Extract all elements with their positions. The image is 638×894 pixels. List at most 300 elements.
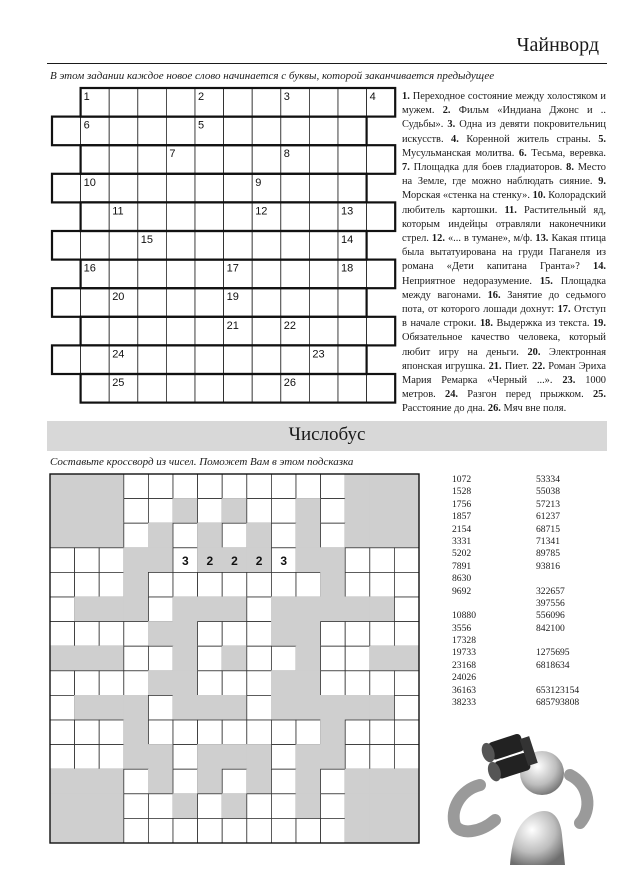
numberbus-block (75, 523, 100, 548)
chainword-cell-number: 10 (83, 176, 96, 189)
numberbus-cell[interactable] (271, 523, 296, 548)
numberbus-cell[interactable] (173, 474, 198, 499)
clue-number: 17. (557, 304, 571, 316)
clue-text: Отступ в начале строки. (402, 304, 606, 330)
chainword-cell-number: 9 (255, 176, 262, 189)
numberbus-cell[interactable] (124, 622, 149, 647)
numberbus-block (75, 474, 100, 499)
numberbus-block (296, 769, 321, 794)
number-list-item: 556096 (536, 610, 565, 622)
numberbus-block (296, 794, 321, 819)
numberbus-cell[interactable] (148, 818, 173, 843)
numberbus-cell[interactable] (124, 646, 149, 671)
numberbus-block (124, 572, 149, 597)
numberbus-block (75, 818, 100, 843)
numberbus-cell[interactable] (296, 474, 321, 499)
numberbus-block (50, 818, 75, 843)
numberbus-prefilled-digit: 3 (280, 554, 288, 569)
numberbus-cell[interactable] (222, 818, 247, 843)
numberbus-block (394, 474, 419, 499)
number-list-col1 (452, 474, 476, 709)
numberbus-cell[interactable] (321, 474, 346, 499)
numberbus-cell[interactable] (321, 622, 346, 647)
numberbus-block (148, 548, 173, 573)
numberbus-block (124, 745, 149, 770)
clue-number: 2. (442, 105, 451, 117)
clue-number: 6. (518, 147, 527, 159)
numberbus-cell[interactable] (99, 548, 124, 573)
numberbus-cell[interactable] (50, 745, 75, 770)
chainword-cell-number: 14 (341, 234, 354, 246)
numberbus-block (222, 597, 247, 622)
clue-text: Какая птица была вытатуирована на груди Паганеля из романа «Дети капитана Гранта»? (402, 233, 607, 273)
numberbus-block (296, 745, 321, 770)
numberbus-block (345, 818, 370, 843)
numberbus-cell[interactable] (50, 572, 75, 597)
numberbus-cell[interactable] (271, 646, 296, 671)
number-list-item: 55038 (536, 486, 560, 498)
figure-with-binoculars-icon (440, 715, 600, 865)
numberbus-block (296, 622, 321, 647)
numberbus-block (198, 597, 223, 622)
numberbus-title: Числобус (288, 424, 366, 445)
numberbus-cell[interactable] (124, 499, 149, 524)
clue-text: Электронная японская игрушка. (402, 346, 606, 372)
numberbus-cell[interactable] (222, 769, 247, 794)
numberbus-cell[interactable] (124, 474, 149, 499)
clue-number: 9. (598, 176, 606, 188)
chainword-cell-number: 7 (169, 148, 176, 161)
chainword-cell-number: 17 (226, 262, 239, 275)
numberbus-prefilled-digit: 2 (206, 554, 214, 569)
chainword-cell-number: 24 (112, 348, 125, 361)
clue-number: 22. (532, 360, 546, 372)
number-list-item: 71341 (536, 535, 560, 547)
numberbus-block (148, 523, 173, 548)
numberbus-cell[interactable] (198, 572, 223, 597)
numberbus-cell[interactable] (50, 695, 75, 720)
numberbus-cell[interactable] (247, 818, 272, 843)
numberbus-block (173, 646, 198, 671)
numberbus-cell[interactable] (321, 818, 346, 843)
clue-text: Фильм «Индиана Джонс и .. Судьбы». (402, 105, 606, 131)
numberbus-block (296, 671, 321, 696)
numberbus-cell[interactable] (345, 548, 370, 573)
numberbus-cell[interactable] (124, 794, 149, 819)
chainword-cell-number: 8 (283, 148, 290, 161)
clue-number: 11. (504, 204, 517, 216)
chainword-cell-number: 20 (112, 291, 125, 304)
numberbus-block (222, 794, 247, 819)
numberbus-cell[interactable] (345, 622, 370, 647)
number-list-item: 36163 (452, 684, 476, 696)
numberbus-cell[interactable] (173, 818, 198, 843)
numberbus-cell[interactable] (345, 646, 370, 671)
numberbus-block (271, 671, 296, 696)
numberbus-block (345, 499, 370, 524)
numberbus-block (198, 745, 223, 770)
chainword-title: Чайнворд (516, 34, 599, 56)
numberbus-block (124, 548, 149, 573)
numberbus-block (370, 769, 395, 794)
numberbus-block (173, 671, 198, 696)
numberbus-cell[interactable] (247, 572, 272, 597)
numberbus-cell[interactable] (124, 671, 149, 696)
number-list-item: 89785 (536, 548, 560, 560)
numberbus-cell[interactable] (148, 695, 173, 720)
numberbus-block (173, 622, 198, 647)
numberbus-block (124, 695, 149, 720)
numberbus-cell[interactable] (370, 671, 395, 696)
numberbus-cell[interactable] (321, 646, 346, 671)
numberbus-block (370, 474, 395, 499)
numberbus-cell[interactable] (321, 769, 346, 794)
numberbus-cell[interactable] (173, 523, 198, 548)
number-list-item: 57213 (536, 498, 560, 510)
numberbus-cell[interactable] (75, 548, 100, 573)
numberbus-cell[interactable] (247, 695, 272, 720)
numberbus-block (148, 622, 173, 647)
number-list-item (536, 635, 579, 647)
numberbus-block (99, 474, 124, 499)
number-list-item: 61237 (536, 511, 560, 523)
numberbus-cell[interactable] (124, 769, 149, 794)
numberbus-cell[interactable] (148, 720, 173, 745)
numberbus-cell[interactable] (75, 720, 100, 745)
numberbus-block (75, 646, 100, 671)
numberbus-cell[interactable] (148, 646, 173, 671)
numberbus-cell[interactable] (394, 597, 419, 622)
clue-text: Выдержка из текста. (492, 318, 593, 330)
numberbus-cell[interactable] (345, 572, 370, 597)
numberbus-cell[interactable] (50, 597, 75, 622)
numberbus-cell[interactable] (321, 794, 346, 819)
clue-number: 26. (487, 403, 501, 415)
numberbus-cell[interactable] (247, 720, 272, 745)
numberbus-block (173, 695, 198, 720)
clue-text: Место на Земле, где можно наблюдать сияние. (402, 162, 606, 188)
numberbus-block (198, 523, 223, 548)
numberbus-prefilled-digit: 2 (255, 554, 263, 569)
chainword-cell-number: 26 (283, 377, 297, 389)
numberbus-block (50, 646, 75, 671)
numberbus-cell[interactable] (148, 499, 173, 524)
chainword-cell-number: 18 (341, 262, 354, 275)
clue-text: Площадка между вагонами. (402, 275, 606, 301)
clue-number: 13. (535, 233, 549, 245)
clue-text: Обязательное качество человека, который любит игру на деньги. (402, 332, 606, 358)
numberbus-block (148, 745, 173, 770)
numberbus-cell[interactable] (173, 769, 198, 794)
numberbus-cell[interactable] (222, 671, 247, 696)
chainword-cell-number: 23 (312, 348, 325, 361)
numberbus-cell[interactable] (198, 720, 223, 745)
numberbus-cell[interactable] (247, 622, 272, 647)
numberbus-cell[interactable] (271, 818, 296, 843)
numberbus-block (296, 499, 321, 524)
chainword-cell-number: 19 (226, 291, 239, 304)
numberbus-cell[interactable] (50, 720, 75, 745)
clue-number: 18. (479, 318, 493, 330)
chainword-cell-number: 12 (255, 205, 268, 218)
numberbus-cell[interactable] (394, 548, 419, 573)
numberbus-block (370, 695, 395, 720)
clue-text: Неприятное недоразумение. (402, 275, 540, 287)
numberbus-block (321, 720, 346, 745)
numberbus-block (50, 523, 75, 548)
numberbus-cell[interactable] (173, 745, 198, 770)
clue-number: 4. (451, 133, 459, 145)
number-list-item: 1528 (452, 486, 472, 498)
numberbus-cell[interactable] (296, 818, 321, 843)
numberbus-block (75, 597, 100, 622)
number-list-item: 685793808 (536, 697, 580, 709)
numberbus-cell[interactable] (124, 523, 149, 548)
numberbus-cell[interactable] (394, 745, 419, 770)
number-list-item: 53334 (536, 474, 560, 485)
chainword-cell-number: 22 (283, 319, 297, 332)
numberbus-cell[interactable] (148, 572, 173, 597)
numberbus-block (148, 769, 173, 794)
numberbus-block (394, 523, 419, 548)
numberbus-cell[interactable] (296, 720, 321, 745)
numberbus-cell[interactable] (296, 572, 321, 597)
numberbus-cell[interactable] (370, 622, 395, 647)
numberbus-block (247, 769, 272, 794)
numberbus-block (99, 794, 124, 819)
clue-text: Растительный яд, которым индейцы отравляли наконечники стрел. (402, 204, 606, 245)
chainword-cell-number: 11 (112, 205, 124, 218)
numberbus-cell[interactable] (75, 572, 100, 597)
numberbus-block (75, 794, 100, 819)
clue-text: Тесьма, веревка. (526, 147, 607, 159)
chainword-cell-number: 6 (83, 119, 90, 132)
numberbus-cell[interactable] (271, 745, 296, 770)
numberbus-block (370, 646, 395, 671)
clue-text: Коренной житель страны. (458, 133, 599, 145)
numberbus-block (222, 499, 247, 524)
numberbus-cell[interactable] (99, 622, 124, 647)
numberbus-cell[interactable] (99, 671, 124, 696)
numberbus-block (173, 794, 198, 819)
numberbus-cell[interactable] (370, 720, 395, 745)
number-list-item (536, 672, 579, 684)
number-list-item: 9692 (452, 585, 472, 597)
clue-number: 15. (539, 275, 553, 287)
numberbus-block (50, 769, 75, 794)
clue-number: 3. (447, 119, 456, 131)
number-list-item: 8630 (452, 573, 472, 585)
clue-text: 1000 метров. (402, 375, 606, 401)
numberbus-cell[interactable] (148, 794, 173, 819)
numberbus-cell[interactable] (198, 794, 223, 819)
numberbus-cell[interactable] (50, 671, 75, 696)
clue-number: 8. (566, 162, 574, 174)
numberbus-prefilled-digit: 3 (181, 554, 189, 569)
clue-text: Роман Эриха Мария Ремарка «Черный ...». (402, 360, 606, 387)
numberbus-block (124, 597, 149, 622)
number-list-item: 1275695 (536, 647, 570, 659)
numberbus-cell[interactable] (271, 474, 296, 499)
numberbus-block (271, 622, 296, 647)
numberbus-block (75, 769, 100, 794)
chainword-cell-number: 5 (198, 119, 205, 132)
number-list-item: 397556 (536, 597, 565, 609)
numberbus-block (99, 597, 124, 622)
numberbus-block (75, 695, 100, 720)
numberbus-block (394, 499, 419, 524)
numberbus-cell[interactable] (99, 720, 124, 745)
numberbus-block (321, 695, 346, 720)
numberbus-block (345, 597, 370, 622)
clue-text: Мусульманская молитва. (402, 147, 519, 159)
numberbus-cell[interactable] (198, 818, 223, 843)
numberbus-cell[interactable] (124, 818, 149, 843)
clue-text: Переходное состояние между холостяком и мужем. (402, 91, 606, 117)
numberbus-cell[interactable] (50, 548, 75, 573)
clue-text: Пиет. (501, 360, 533, 372)
numberbus-cell[interactable] (173, 572, 198, 597)
numberbus-cell[interactable] (394, 720, 419, 745)
numberbus-block (247, 745, 272, 770)
numberbus-block (370, 818, 395, 843)
numberbus-subtitle: Составьте кроссворд из чисел. Поможет Вам в этом подсказка (50, 456, 354, 468)
numberbus-cell[interactable] (148, 474, 173, 499)
numberbus-cell[interactable] (99, 572, 124, 597)
numberbus-cell[interactable] (75, 745, 100, 770)
numberbus-cell[interactable] (370, 548, 395, 573)
clue-number: 16. (487, 289, 501, 301)
numberbus-block (99, 523, 124, 548)
clue-text: Разгон перед прыжком. (458, 389, 593, 401)
clue-number: 23. (562, 375, 576, 387)
numberbus-cell[interactable] (321, 499, 346, 524)
numberbus-block (271, 597, 296, 622)
numberbus-block (394, 769, 419, 794)
numberbus-block (50, 474, 75, 499)
numberbus-block (173, 499, 198, 524)
chainword-cell-number: 4 (369, 91, 376, 103)
numberbus-cell[interactable] (198, 646, 223, 671)
numberbus-cell[interactable] (271, 572, 296, 597)
number-list-item: 3331 (452, 535, 472, 547)
clue-text: Занятие до седьмого пота, от которого лошади дохнут: (402, 289, 606, 316)
numberbus-cell[interactable] (247, 794, 272, 819)
numberbus-cell[interactable] (345, 720, 370, 745)
numberbus-cell[interactable] (345, 745, 370, 770)
number-list-item: 93816 (536, 560, 560, 572)
number-list-item: 842100 (536, 622, 565, 634)
numberbus-cell[interactable] (271, 769, 296, 794)
numberbus-block (345, 523, 370, 548)
numberbus-cell[interactable] (271, 794, 296, 819)
numberbus-cell[interactable] (271, 720, 296, 745)
numberbus-block (296, 597, 321, 622)
numberbus-cell[interactable] (247, 499, 272, 524)
chainword-cell-number: 1 (83, 91, 90, 103)
numberbus-cell[interactable] (370, 745, 395, 770)
chainword-cell-number: 25 (112, 377, 125, 389)
clue-number: 25. (592, 389, 606, 401)
chainword-cell-number: 13 (341, 205, 354, 218)
number-list-item: 38233 (452, 697, 476, 709)
numberbus-cell[interactable] (198, 474, 223, 499)
number-list-item: 23168 (452, 659, 476, 671)
number-list-item: 19733 (452, 647, 476, 659)
numberbus-cell[interactable] (75, 622, 100, 647)
numberbus-cell[interactable] (345, 671, 370, 696)
numberbus-cell[interactable] (50, 622, 75, 647)
number-list-item: 6818634 (536, 659, 570, 671)
numberbus-cell[interactable] (394, 671, 419, 696)
numberbus-block (198, 769, 223, 794)
numberbus-cell[interactable] (247, 474, 272, 499)
numberbus-cell[interactable] (247, 646, 272, 671)
numberbus-block (394, 818, 419, 843)
numberbus-cell[interactable] (222, 720, 247, 745)
number-list-item: 653123154 (536, 684, 580, 696)
clue-text: Мяч вне поля. (500, 403, 567, 415)
number-list-item: 1072 (452, 474, 472, 485)
numberbus-cell[interactable] (247, 671, 272, 696)
numberbus-cell[interactable] (99, 745, 124, 770)
numberbus-cell[interactable] (148, 597, 173, 622)
numberbus-block (296, 646, 321, 671)
numberbus-cell[interactable] (370, 572, 395, 597)
numberbus-cell[interactable] (198, 622, 223, 647)
clue-number: 1. (402, 91, 410, 102)
clue-number: 10. (532, 190, 546, 202)
numberbus-block (370, 794, 395, 819)
clue-number: 5. (598, 133, 606, 145)
numberbus-block (247, 523, 272, 548)
numberbus-block (296, 523, 321, 548)
chainword-cell-number: 3 (283, 91, 290, 103)
numberbus-cell[interactable] (222, 523, 247, 548)
numberbus-cell[interactable] (222, 622, 247, 647)
chainword-cell-number: 15 (140, 234, 154, 246)
clue-text: Колорадский любитель картошки. (402, 190, 607, 216)
numberbus-cell[interactable] (198, 499, 223, 524)
numberbus-cell[interactable] (247, 597, 272, 622)
chainword-subtitle: В этом задании каждое новое слово начинается с буквы, которой заканчивается предыдущее (50, 70, 495, 82)
numberbus-cell[interactable] (394, 695, 419, 720)
numberbus-cell[interactable] (173, 720, 198, 745)
clue-number: 21. (488, 360, 502, 372)
number-list-item: 17328 (452, 635, 476, 647)
numberbus-cell[interactable] (394, 622, 419, 647)
numberbus-block (370, 499, 395, 524)
numberbus-cell[interactable] (75, 671, 100, 696)
clue-text: Площадка для боев гладиаторов. (409, 162, 567, 174)
numberbus-block (99, 695, 124, 720)
numberbus-cell[interactable] (321, 671, 346, 696)
numberbus-block (198, 695, 223, 720)
numberbus-cell[interactable] (198, 671, 223, 696)
numberbus-cell[interactable] (321, 523, 346, 548)
numberbus-cell[interactable] (271, 499, 296, 524)
numberbus-cell[interactable] (222, 474, 247, 499)
numberbus-block (50, 794, 75, 819)
number-list-item: 1857 (452, 511, 472, 523)
chainword-clues (402, 90, 606, 417)
numberbus-block (222, 695, 247, 720)
numberbus-block (50, 499, 75, 524)
numberbus-block (124, 720, 149, 745)
clue-number: 12. (431, 233, 445, 245)
numberbus-cell[interactable] (394, 572, 419, 597)
numberbus-cell[interactable] (222, 572, 247, 597)
